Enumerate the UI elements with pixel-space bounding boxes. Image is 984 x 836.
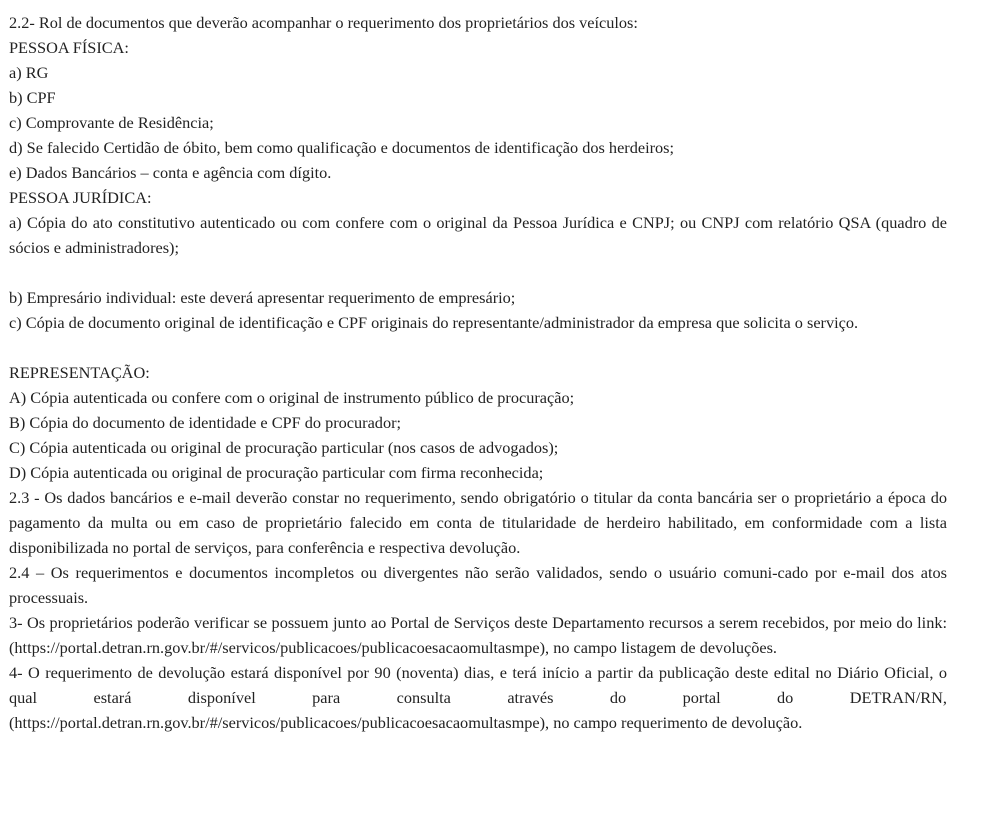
section-2-4-paragraph: 2.4 – Os requerimentos e documentos incompletos ou divergentes não serão validados, sendo o usuário comuni-cado por e-mail dos atos processuais. xyxy=(9,563,947,607)
spacer xyxy=(9,260,947,285)
spacer xyxy=(9,335,947,360)
representacao-item-b: B) Cópia do documento de identidade e CPF do procurador; xyxy=(9,413,402,432)
document-body xyxy=(9,10,947,735)
representacao-heading: REPRESENTAÇÃO: xyxy=(9,363,150,382)
section-4-paragraph: 4- O requerimento de devolução estará disponível por 90 (noventa) dias, e terá início a partir da publicação deste edital no Diário Oficial, o qual estará disponível para consulta através do portal do DETRAN/RN, (https://portal.detran.rn.gov.br/#/servicos/publicacoes/publicacoesacaomultasmpe), no campo requerimento de devolução. xyxy=(9,663,947,732)
section-3-paragraph: 3- Os proprietários poderão verificar se possuem junto ao Portal de Serviços deste Departamento recursos a serem recebidos, por meio do link: (https://portal.detran.rn.gov.br/#/servicos/publicacoes/publicacoesacaomultasmpe), no campo listagem de devoluções. xyxy=(9,613,947,657)
representacao-item-c: C) Cópia autenticada ou original de procuração particular (nos casos de advogados); xyxy=(9,438,559,457)
section-2-2-intro: 2.2- Rol de documentos que deverão acompanhar o requerimento dos proprietários dos veículos: xyxy=(9,13,638,32)
pessoa-juridica-item-c: c) Cópia de documento original de identificação e CPF originais do representante/administrador da empresa que solicita o serviço. xyxy=(9,313,859,332)
pessoa-fisica-heading: PESSOA FÍSICA: xyxy=(9,38,129,57)
pessoa-juridica-item-b: b) Empresário individual: este deverá apresentar requerimento de empresário; xyxy=(9,288,516,307)
pessoa-fisica-item-e: e) Dados Bancários – conta e agência com dígito. xyxy=(9,163,332,182)
pessoa-juridica-item-a: a) Cópia do ato constitutivo autenticado ou com confere com o original da Pessoa Jurídica e CNPJ; ou CNPJ com relatório QSA (quadro de sócios e administradores); xyxy=(9,213,947,257)
representacao-item-d: D) Cópia autenticada ou original de procuração particular com firma reconhecida; xyxy=(9,463,544,482)
pessoa-fisica-item-b: b) CPF xyxy=(9,88,56,107)
pessoa-fisica-item-c: c) Comprovante de Residência; xyxy=(9,113,214,132)
pessoa-fisica-item-d: d) Se falecido Certidão de óbito, bem como qualificação e documentos de identificação dos herdeiros; xyxy=(9,138,675,157)
pessoa-juridica-heading: PESSOA JURÍDICA: xyxy=(9,188,152,207)
representacao-item-a: A) Cópia autenticada ou confere com o original de instrumento público de procuração; xyxy=(9,388,575,407)
section-2-3-paragraph: 2.3 - Os dados bancários e e-mail deverão constar no requerimento, sendo obrigatório o titular da conta bancária ser o proprietário a época do pagamento da multa ou em caso de proprietário falecido em conta de titularidade de herdeiro habilitado, em conformidade com a lista disponibilizada no portal de serviços, para conferência e respectiva devolução. xyxy=(9,488,947,557)
pessoa-fisica-item-a: a) RG xyxy=(9,63,49,82)
